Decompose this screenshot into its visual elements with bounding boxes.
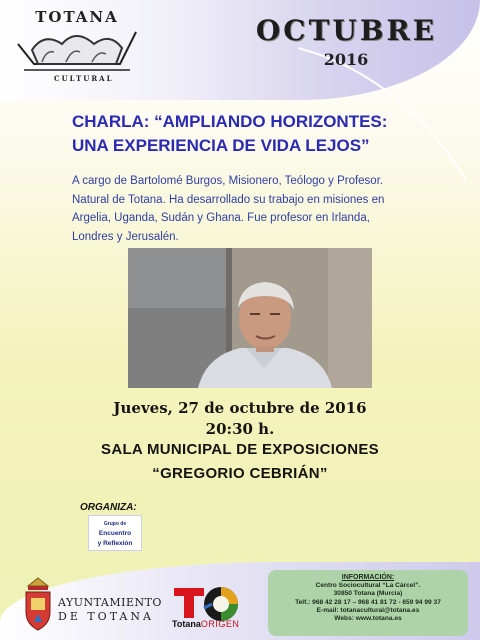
info-email: E-mail: totanacultural@totana.es	[316, 606, 420, 614]
speaker-photo	[128, 248, 372, 388]
year-title: 2016	[323, 50, 369, 69]
logo-subtitle: CULTURAL	[54, 74, 114, 83]
event-date: Jueves, 27 de octubre de 2016	[113, 399, 367, 417]
ayuntamiento-line-1: AYUNTAMIENTO	[58, 596, 162, 609]
brand-sub-text: ORIGEN	[200, 619, 240, 629]
speaker-description	[72, 172, 432, 246]
organizer-badge-line-2: Encuentro	[98, 530, 132, 537]
venue-line-1: SALA MUNICIPAL DE EXPOSICIONES	[101, 441, 379, 458]
info-line: 30850 Totana (Murcia)	[333, 590, 403, 598]
organizer-badge-line-3: y Reflexión	[97, 540, 133, 547]
info-heading: INFORMACIÓN:	[341, 574, 395, 581]
info-web: Webs: www.totana.es	[334, 615, 402, 623]
brand-main-text: Totana	[172, 619, 201, 629]
logo-title: TOTANA	[35, 8, 119, 26]
organizer-badge-line-1: Grupo de	[103, 521, 127, 527]
talk-title	[72, 110, 387, 158]
venue-line-2: “GREGORIO CEBRIÁN”	[152, 465, 328, 482]
info-phone: Telf.: 968 42 28 17 – 968 41 81 72 - 659 94 99 37	[295, 598, 441, 606]
info-line: Centro Sociocultural “La Cárcel”.	[315, 582, 421, 590]
organizer-badge	[88, 515, 142, 551]
description-line: Argelia, Uganda, Sudán y Ghana. Fue profesor en Irlanda,	[72, 212, 370, 224]
info-box	[268, 570, 468, 636]
coat-of-arms-icon	[22, 576, 54, 632]
ayuntamiento-line-2: DE TOTANA	[58, 610, 154, 623]
event-time: 20:30 h.	[205, 420, 275, 438]
talk-title-line-1: CHARLA: “AMPLIANDO HORIZONTES:	[72, 112, 388, 131]
bullring-logo-icon	[14, 24, 140, 76]
organizer-label: ORGANIZA:	[80, 502, 137, 513]
talk-title-line-2: UNA EXPERIENCIA DE VIDA LEJOS”	[72, 136, 370, 155]
totana-origen-wordmark	[172, 619, 239, 629]
description-line: A cargo de Bartolomé Burgos, Misionero, Teólogo y Profesor.	[72, 175, 384, 187]
totana-cultural-logo	[14, 8, 140, 88]
description-line: Londres y Jerusalén.	[72, 230, 179, 243]
month-title: OCTUBRE	[255, 14, 438, 47]
description-line: Natural de Totana. Ha desarrollado su trabajo en misiones en	[72, 193, 385, 206]
